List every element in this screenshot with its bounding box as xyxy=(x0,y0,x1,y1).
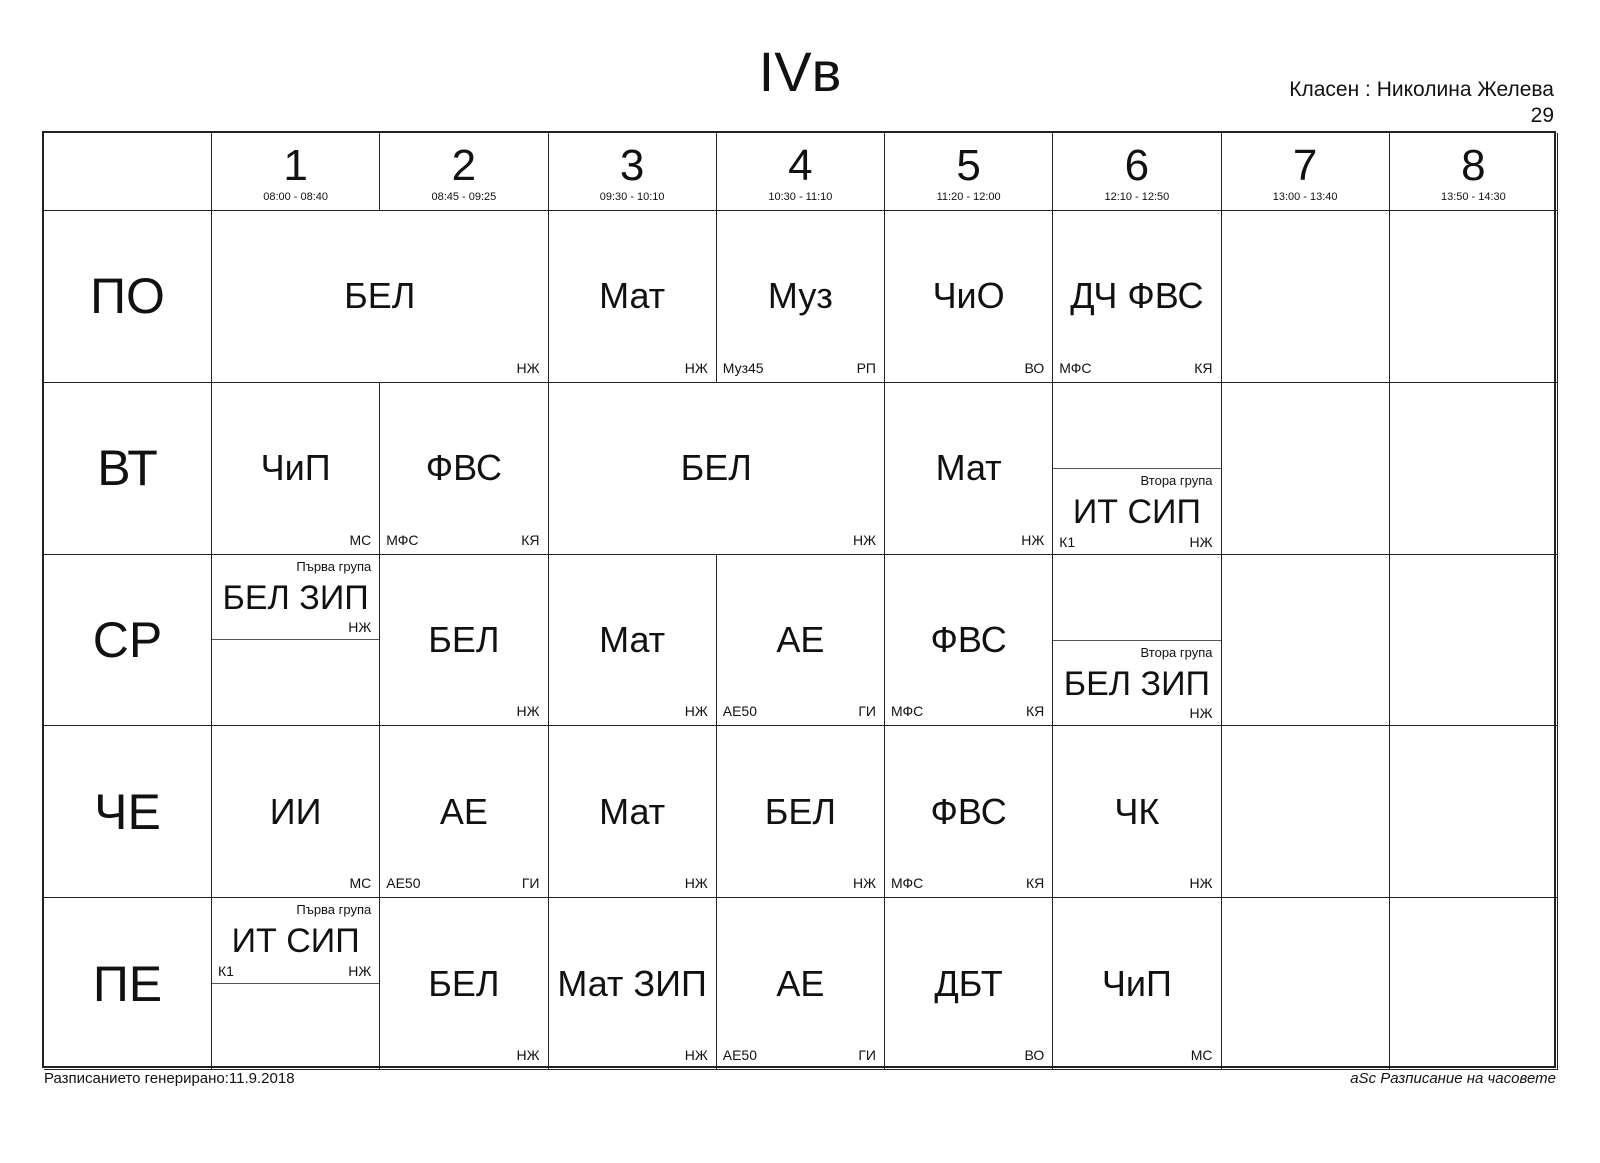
teacher-code: КЯ xyxy=(1025,875,1045,892)
teacher-code: РП xyxy=(856,359,876,376)
subject: БЕЛ ЗИП xyxy=(1063,665,1210,703)
period-header xyxy=(549,133,717,211)
subject: Мат xyxy=(599,790,666,832)
group-label: Втора група xyxy=(1140,645,1213,660)
period-number: 6 xyxy=(1124,141,1150,190)
teacher-code: НЖ xyxy=(516,1046,540,1063)
group-half xyxy=(212,898,379,983)
lesson-cell xyxy=(549,898,717,1070)
teacher-code: ГИ xyxy=(858,703,876,720)
period-time: 10:30 - 11:10 xyxy=(768,191,833,203)
teacher-code: НЖ xyxy=(348,618,372,635)
subject: ЧиП xyxy=(260,447,331,489)
room-code: МФС xyxy=(891,703,924,720)
lesson-cell xyxy=(212,726,380,898)
teacher-code: ГИ xyxy=(858,1046,876,1063)
lesson-cell xyxy=(212,383,380,555)
group-half xyxy=(212,555,379,640)
subject: ЧиП xyxy=(1101,962,1172,1004)
teacher-code: КЯ xyxy=(1025,703,1045,720)
day-label: СР xyxy=(44,555,212,727)
period-number: 5 xyxy=(956,141,981,190)
teacher-code: МС xyxy=(349,875,372,892)
period-time: 12:10 - 12:50 xyxy=(1104,191,1170,203)
day-label: ЧЕ xyxy=(44,726,212,898)
teacher-code: НЖ xyxy=(1189,705,1213,722)
subject: ДЧ ФВС xyxy=(1070,275,1204,317)
period-header xyxy=(1222,133,1390,211)
subject: ЧК xyxy=(1114,790,1160,832)
period-header xyxy=(1390,133,1558,211)
teacher-code: НЖ xyxy=(1189,533,1213,550)
subject: ИТ СИП xyxy=(231,922,360,961)
period-number: 3 xyxy=(619,141,645,190)
period-number: 7 xyxy=(1292,141,1318,190)
subject: ИТ СИП xyxy=(1072,493,1201,532)
lesson-cell xyxy=(717,211,885,383)
room-code: АЕ50 xyxy=(722,1046,757,1063)
subject: Мат xyxy=(935,447,1002,489)
empty-cell xyxy=(1390,898,1558,1070)
period-number: 4 xyxy=(788,141,813,190)
group-half xyxy=(1053,640,1220,725)
lesson-cell xyxy=(212,898,380,1070)
period-time: 09:30 - 10:10 xyxy=(599,191,665,203)
day-label: ПО xyxy=(44,211,212,383)
room-code: МФС xyxy=(891,875,924,892)
subject: ФВС xyxy=(425,447,502,489)
lesson-cell xyxy=(1053,898,1221,1070)
empty-cell xyxy=(1390,726,1558,898)
empty-cell xyxy=(1222,555,1390,727)
teacher-code: НЖ xyxy=(1189,875,1213,892)
empty-cell xyxy=(1222,383,1390,555)
lesson-cell xyxy=(549,555,717,727)
timetable-grid xyxy=(42,131,1556,1068)
teacher-code: НЖ xyxy=(852,531,876,548)
lesson-cell xyxy=(885,726,1053,898)
lesson-cell xyxy=(717,898,885,1070)
empty-cell xyxy=(1390,383,1558,555)
period-time: 08:45 - 09:25 xyxy=(431,191,497,203)
room-code: АЕ50 xyxy=(722,703,757,720)
period-time: 08:00 - 08:40 xyxy=(263,191,329,203)
teacher-code: КЯ xyxy=(521,531,540,548)
lesson-cell xyxy=(380,383,548,555)
subject: Мат xyxy=(599,275,666,317)
day-label: ВТ xyxy=(44,383,212,555)
subject: АЕ xyxy=(439,790,488,832)
subject: АЕ xyxy=(776,618,825,660)
lesson-cell xyxy=(1053,555,1221,727)
subject: БЕЛ xyxy=(344,275,416,317)
period-header xyxy=(1053,133,1221,211)
period-number: 2 xyxy=(451,141,477,190)
subject: БЕЛ xyxy=(428,962,500,1004)
subject: БЕЛ xyxy=(764,790,836,832)
period-number: 8 xyxy=(1461,141,1486,190)
corner-cell xyxy=(44,133,212,211)
subject: БЕЛ xyxy=(428,618,500,660)
empty-cell xyxy=(1222,726,1390,898)
group-label: Втора група xyxy=(1140,473,1213,489)
day-label: ПЕ xyxy=(44,898,212,1070)
empty-cell xyxy=(1390,211,1558,383)
lesson-cell xyxy=(1053,211,1221,383)
room-number: 29 xyxy=(1530,104,1554,127)
lesson-cell xyxy=(549,211,717,383)
teacher-code: НЖ xyxy=(1021,531,1045,548)
teacher-code: НЖ xyxy=(516,359,540,376)
empty-cell xyxy=(1390,555,1558,727)
teacher-code: ГИ xyxy=(521,875,540,892)
teacher-code: ВО xyxy=(1024,359,1045,376)
group-half xyxy=(1053,468,1220,553)
group-label: Първа група xyxy=(296,902,372,918)
software-credit: aSc Разписание на часовете xyxy=(1350,1070,1556,1087)
lesson-cell xyxy=(549,726,717,898)
period-time: 11:20 - 12:00 xyxy=(936,191,1001,203)
lesson-cell xyxy=(380,898,548,1070)
period-header xyxy=(717,133,885,211)
subject: БЕЛ xyxy=(680,447,752,489)
period-time: 13:00 - 13:40 xyxy=(1272,191,1338,203)
lesson-cell xyxy=(717,726,885,898)
lesson-cell xyxy=(885,383,1053,555)
teacher-code: НЖ xyxy=(684,875,708,892)
subject: БЕЛ ЗИП xyxy=(222,578,369,617)
lesson-cell xyxy=(885,898,1053,1070)
class-teacher: Класен : Николина Желева xyxy=(1289,78,1554,101)
teacher-code: КЯ xyxy=(1194,359,1213,376)
subject: ИИ xyxy=(269,790,322,832)
subject: АЕ xyxy=(776,962,825,1004)
lesson-cell xyxy=(549,383,886,555)
teacher-code: НЖ xyxy=(348,962,372,979)
subject: ЧиО xyxy=(932,275,1005,317)
lesson-cell xyxy=(885,555,1053,727)
subject: Мат xyxy=(599,618,666,660)
empty-cell xyxy=(1222,211,1390,383)
lesson-cell xyxy=(212,211,549,383)
teacher-code: НЖ xyxy=(516,703,540,720)
empty-cell xyxy=(1222,898,1390,1070)
room-code: АЕ50 xyxy=(386,875,421,892)
teacher-code: МС xyxy=(349,531,372,548)
lesson-cell xyxy=(212,555,380,727)
subject: Мат ЗИП xyxy=(557,962,707,1004)
subject: ФВС xyxy=(930,618,1007,660)
period-header xyxy=(380,133,548,211)
lesson-cell xyxy=(885,211,1053,383)
room-code: МФС xyxy=(1059,359,1092,376)
subject: Муз xyxy=(767,275,833,317)
class-title: IVв xyxy=(758,40,842,103)
group-label: Първа група xyxy=(296,558,372,574)
teacher-code: НЖ xyxy=(684,1046,708,1063)
room-code: К1 xyxy=(218,962,234,979)
room-code: Муз45 xyxy=(722,359,764,376)
period-header xyxy=(212,133,380,211)
teacher-code: НЖ xyxy=(684,703,708,720)
room-code: К1 xyxy=(1059,533,1076,550)
generated-date: Разписанието генерирано:11.9.2018 xyxy=(44,1070,295,1087)
teacher-code: ВО xyxy=(1024,1046,1045,1063)
lesson-cell xyxy=(717,555,885,727)
lesson-cell xyxy=(1053,383,1221,555)
lesson-cell xyxy=(380,726,548,898)
period-number: 1 xyxy=(283,141,308,190)
teacher-code: МС xyxy=(1190,1046,1213,1063)
teacher-code: НЖ xyxy=(684,359,708,376)
room-code: МФС xyxy=(386,531,419,548)
period-time: 13:50 - 14:30 xyxy=(1440,191,1506,203)
period-header xyxy=(885,133,1053,211)
lesson-cell xyxy=(380,555,548,727)
lesson-cell xyxy=(1053,726,1221,898)
subject: ДБТ xyxy=(934,962,1003,1004)
teacher-code: НЖ xyxy=(852,875,876,892)
subject: ФВС xyxy=(930,790,1007,832)
